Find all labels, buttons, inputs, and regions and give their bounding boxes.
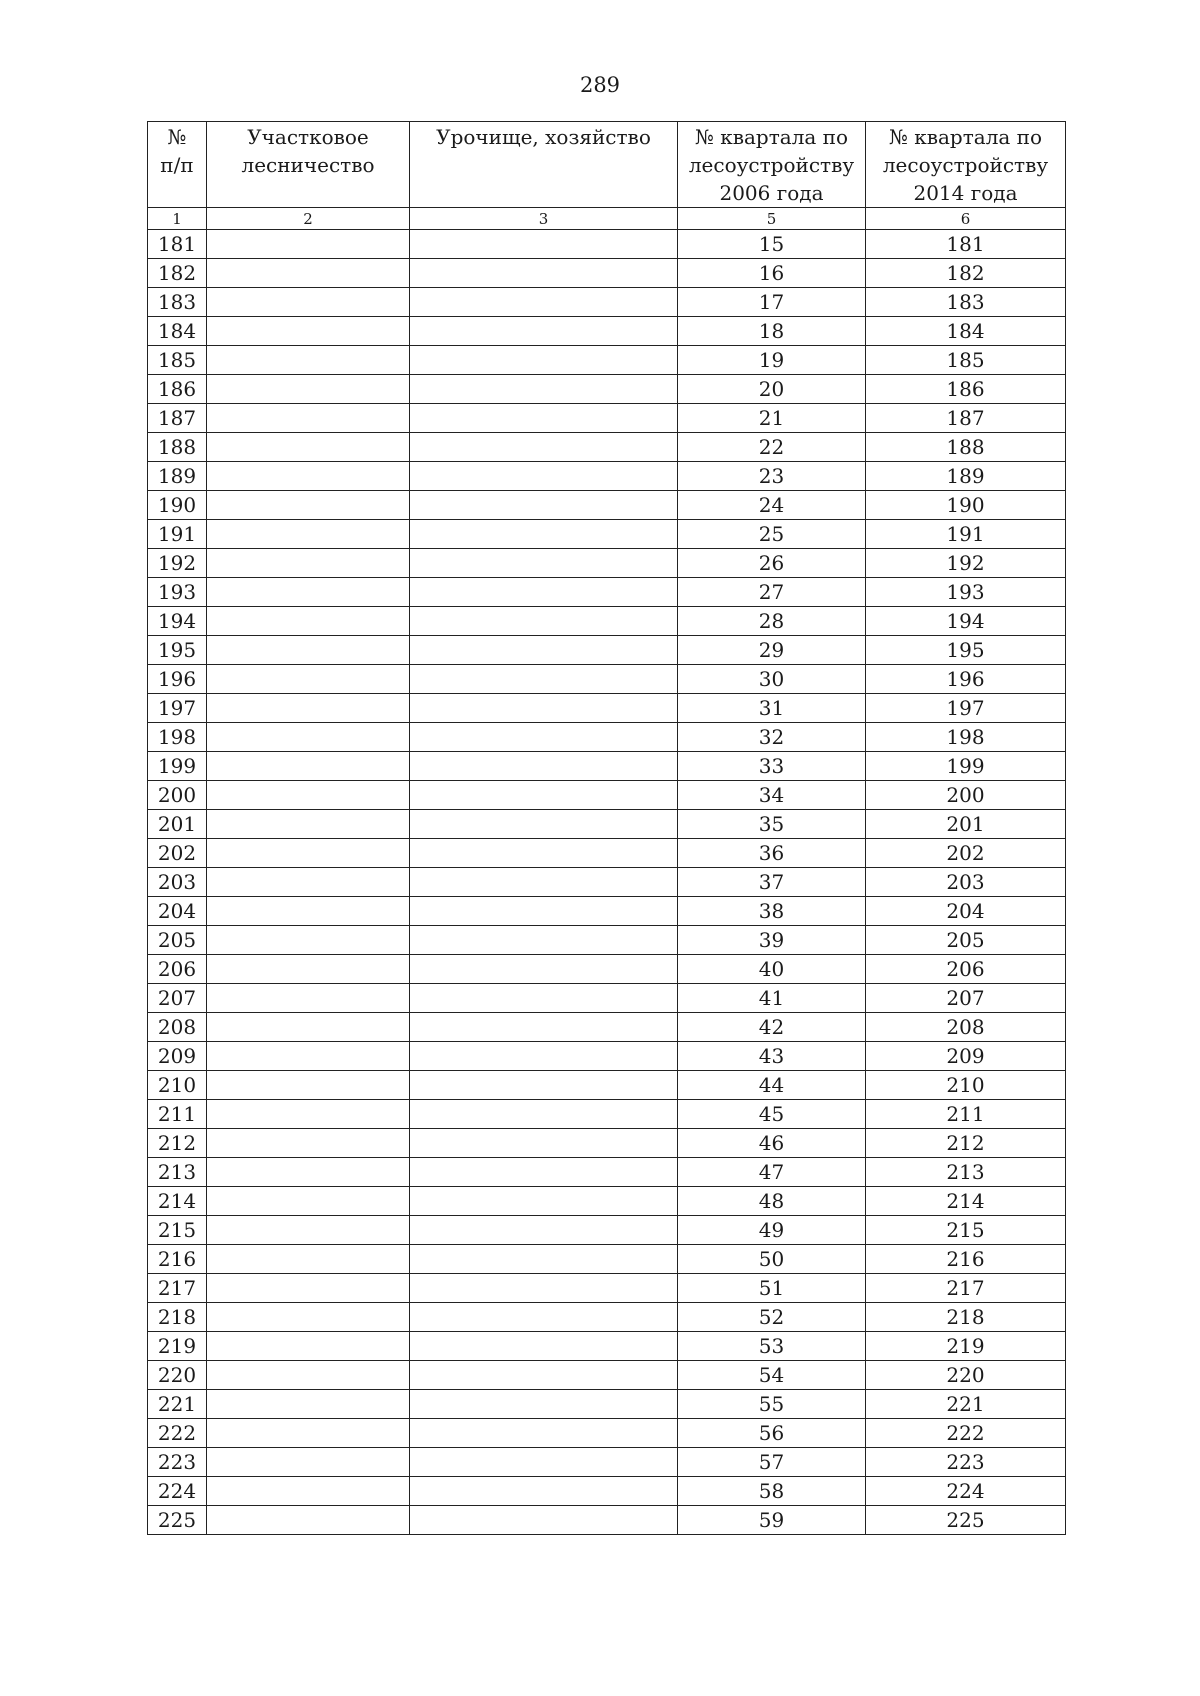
tract-cell bbox=[410, 317, 678, 346]
forestry-cell bbox=[207, 955, 410, 984]
tract-cell bbox=[410, 1361, 678, 1390]
tract-cell bbox=[410, 1071, 678, 1100]
header-line: Участковое bbox=[247, 125, 369, 149]
table-row bbox=[148, 520, 1066, 549]
quarter-2006-cell: 27 bbox=[678, 578, 866, 607]
column-number-cell: 3 bbox=[410, 208, 678, 230]
forestry-cell bbox=[207, 636, 410, 665]
row-number-cell: 222 bbox=[148, 1419, 207, 1448]
row-number-cell: 210 bbox=[148, 1071, 207, 1100]
table-row bbox=[148, 1013, 1066, 1042]
row-number-cell: 193 bbox=[148, 578, 207, 607]
quarter-2014-cell: 208 bbox=[866, 1013, 1066, 1042]
header-line: лесничество bbox=[241, 153, 375, 177]
forestry-cell bbox=[207, 549, 410, 578]
tract-cell bbox=[410, 1158, 678, 1187]
quarter-2014-cell: 203 bbox=[866, 868, 1066, 897]
quarter-2014-cell: 193 bbox=[866, 578, 1066, 607]
row-number-cell: 189 bbox=[148, 462, 207, 491]
row-number-cell: 190 bbox=[148, 491, 207, 520]
tract-cell bbox=[410, 984, 678, 1013]
quarter-2014-cell: 210 bbox=[866, 1071, 1066, 1100]
row-number-cell: 186 bbox=[148, 375, 207, 404]
quarter-2006-cell: 34 bbox=[678, 781, 866, 810]
quarter-2006-cell: 40 bbox=[678, 955, 866, 984]
table-row bbox=[148, 491, 1066, 520]
row-number-cell: 187 bbox=[148, 404, 207, 433]
row-number-cell: 209 bbox=[148, 1042, 207, 1071]
header-cell-forestry bbox=[207, 122, 410, 208]
forestry-cell bbox=[207, 897, 410, 926]
table-header-row bbox=[148, 122, 1066, 208]
row-number-cell: 182 bbox=[148, 259, 207, 288]
row-number-cell: 201 bbox=[148, 810, 207, 839]
tract-cell bbox=[410, 1245, 678, 1274]
quarter-2006-cell: 46 bbox=[678, 1129, 866, 1158]
forestry-cell bbox=[207, 1477, 410, 1506]
quarter-2006-cell: 32 bbox=[678, 723, 866, 752]
table-row bbox=[148, 1129, 1066, 1158]
forestry-cell bbox=[207, 462, 410, 491]
forestry-cell bbox=[207, 375, 410, 404]
table-row bbox=[148, 549, 1066, 578]
forestry-cell bbox=[207, 1071, 410, 1100]
header-cell-number bbox=[148, 122, 207, 208]
tract-cell bbox=[410, 1332, 678, 1361]
quarter-2014-cell: 216 bbox=[866, 1245, 1066, 1274]
row-number-cell: 194 bbox=[148, 607, 207, 636]
table-row bbox=[148, 636, 1066, 665]
table-row bbox=[148, 1274, 1066, 1303]
quarter-2014-cell: 196 bbox=[866, 665, 1066, 694]
table-row bbox=[148, 404, 1066, 433]
quarter-2014-cell: 187 bbox=[866, 404, 1066, 433]
quarter-2014-cell: 200 bbox=[866, 781, 1066, 810]
quarter-2006-cell: 57 bbox=[678, 1448, 866, 1477]
quarter-2014-cell: 213 bbox=[866, 1158, 1066, 1187]
forestry-cell bbox=[207, 288, 410, 317]
quarter-2014-cell: 215 bbox=[866, 1216, 1066, 1245]
quarter-2006-cell: 50 bbox=[678, 1245, 866, 1274]
forestry-cell bbox=[207, 1245, 410, 1274]
row-number-cell: 185 bbox=[148, 346, 207, 375]
column-number-cell: 6 bbox=[866, 208, 1066, 230]
table-row bbox=[148, 1477, 1066, 1506]
quarter-2006-cell: 20 bbox=[678, 375, 866, 404]
row-number-cell: 216 bbox=[148, 1245, 207, 1274]
row-number-cell: 197 bbox=[148, 694, 207, 723]
quarter-2006-cell: 58 bbox=[678, 1477, 866, 1506]
tract-cell bbox=[410, 520, 678, 549]
row-number-cell: 211 bbox=[148, 1100, 207, 1129]
tract-cell bbox=[410, 665, 678, 694]
forestry-cell bbox=[207, 230, 410, 259]
table-row bbox=[148, 1216, 1066, 1245]
quarter-2014-cell: 204 bbox=[866, 897, 1066, 926]
tract-cell bbox=[410, 1187, 678, 1216]
quarter-2006-cell: 43 bbox=[678, 1042, 866, 1071]
row-number-cell: 223 bbox=[148, 1448, 207, 1477]
quarter-2014-cell: 201 bbox=[866, 810, 1066, 839]
quarter-2014-cell: 218 bbox=[866, 1303, 1066, 1332]
quarter-2006-cell: 23 bbox=[678, 462, 866, 491]
tract-cell bbox=[410, 1216, 678, 1245]
row-number-cell: 218 bbox=[148, 1303, 207, 1332]
row-number-cell: 206 bbox=[148, 955, 207, 984]
forestry-cell bbox=[207, 1419, 410, 1448]
table-body bbox=[148, 230, 1066, 1535]
forestry-cell bbox=[207, 1332, 410, 1361]
table-row bbox=[148, 433, 1066, 462]
quarter-2006-cell: 56 bbox=[678, 1419, 866, 1448]
quarter-2014-cell: 221 bbox=[866, 1390, 1066, 1419]
quarter-2014-cell: 184 bbox=[866, 317, 1066, 346]
row-number-cell: 200 bbox=[148, 781, 207, 810]
table-row bbox=[148, 955, 1066, 984]
table-row bbox=[148, 607, 1066, 636]
quarter-2014-cell: 225 bbox=[866, 1506, 1066, 1535]
quarter-2014-cell: 181 bbox=[866, 230, 1066, 259]
forestry-cell bbox=[207, 404, 410, 433]
quarter-2014-cell: 186 bbox=[866, 375, 1066, 404]
quarter-2014-cell: 188 bbox=[866, 433, 1066, 462]
quarter-2006-cell: 36 bbox=[678, 839, 866, 868]
row-number-cell: 181 bbox=[148, 230, 207, 259]
quarter-2014-cell: 205 bbox=[866, 926, 1066, 955]
quarter-2006-cell: 45 bbox=[678, 1100, 866, 1129]
table-row bbox=[148, 288, 1066, 317]
quarter-2014-cell: 212 bbox=[866, 1129, 1066, 1158]
table-row bbox=[148, 752, 1066, 781]
tract-cell bbox=[410, 1390, 678, 1419]
tract-cell bbox=[410, 1419, 678, 1448]
table-row bbox=[148, 578, 1066, 607]
quarter-2006-cell: 41 bbox=[678, 984, 866, 1013]
table-row bbox=[148, 781, 1066, 810]
quarter-2006-cell: 25 bbox=[678, 520, 866, 549]
quarter-2006-cell: 19 bbox=[678, 346, 866, 375]
row-number-cell: 219 bbox=[148, 1332, 207, 1361]
row-number-cell: 203 bbox=[148, 868, 207, 897]
quarter-2014-cell: 207 bbox=[866, 984, 1066, 1013]
tract-cell bbox=[410, 839, 678, 868]
tract-cell bbox=[410, 868, 678, 897]
forestry-cell bbox=[207, 1129, 410, 1158]
quarter-2006-cell: 26 bbox=[678, 549, 866, 578]
table-row bbox=[148, 1419, 1066, 1448]
quarter-2006-cell: 21 bbox=[678, 404, 866, 433]
forestry-cell bbox=[207, 752, 410, 781]
row-number-cell: 198 bbox=[148, 723, 207, 752]
forestry-cell bbox=[207, 317, 410, 346]
forestry-cell bbox=[207, 1390, 410, 1419]
quarter-2014-cell: 214 bbox=[866, 1187, 1066, 1216]
tract-cell bbox=[410, 810, 678, 839]
table-row bbox=[148, 346, 1066, 375]
row-number-cell: 212 bbox=[148, 1129, 207, 1158]
quarter-2006-cell: 47 bbox=[678, 1158, 866, 1187]
forestry-cell bbox=[207, 926, 410, 955]
forestry-cell bbox=[207, 723, 410, 752]
table-row bbox=[148, 1042, 1066, 1071]
tract-cell bbox=[410, 491, 678, 520]
row-number-cell: 204 bbox=[148, 897, 207, 926]
quarter-2006-cell: 44 bbox=[678, 1071, 866, 1100]
forestry-cell bbox=[207, 491, 410, 520]
tract-cell bbox=[410, 752, 678, 781]
forestry-cell bbox=[207, 520, 410, 549]
quarter-2006-cell: 17 bbox=[678, 288, 866, 317]
quarter-2006-cell: 55 bbox=[678, 1390, 866, 1419]
row-number-cell: 207 bbox=[148, 984, 207, 1013]
header-line: лесоустройству bbox=[688, 153, 855, 177]
quarter-2006-cell: 37 bbox=[678, 868, 866, 897]
forestry-cell bbox=[207, 1013, 410, 1042]
table-row bbox=[148, 462, 1066, 491]
row-number-cell: 196 bbox=[148, 665, 207, 694]
forestry-cell bbox=[207, 1303, 410, 1332]
row-number-cell: 192 bbox=[148, 549, 207, 578]
quarter-2014-cell: 197 bbox=[866, 694, 1066, 723]
row-number-cell: 191 bbox=[148, 520, 207, 549]
header-line: № bbox=[167, 125, 187, 149]
quarter-2014-cell: 223 bbox=[866, 1448, 1066, 1477]
tract-cell bbox=[410, 636, 678, 665]
tract-cell bbox=[410, 346, 678, 375]
table-row bbox=[148, 1071, 1066, 1100]
quarter-2006-cell: 24 bbox=[678, 491, 866, 520]
forestry-cell bbox=[207, 694, 410, 723]
quarter-2006-cell: 39 bbox=[678, 926, 866, 955]
column-number-cell: 1 bbox=[148, 208, 207, 230]
quarter-2006-cell: 30 bbox=[678, 665, 866, 694]
tract-cell bbox=[410, 1129, 678, 1158]
forestry-cell bbox=[207, 346, 410, 375]
tract-cell bbox=[410, 1274, 678, 1303]
forestry-cell bbox=[207, 781, 410, 810]
tract-cell bbox=[410, 404, 678, 433]
tract-cell bbox=[410, 462, 678, 491]
header-line: № квартала по bbox=[694, 125, 849, 149]
quarter-2014-cell: 217 bbox=[866, 1274, 1066, 1303]
quarter-2014-cell: 190 bbox=[866, 491, 1066, 520]
table-row bbox=[148, 1361, 1066, 1390]
forestry-cell bbox=[207, 259, 410, 288]
table-row bbox=[148, 984, 1066, 1013]
header-line: Урочище, хозяйство bbox=[436, 125, 651, 149]
column-number-cell: 5 bbox=[678, 208, 866, 230]
tract-cell bbox=[410, 1042, 678, 1071]
table-row bbox=[148, 317, 1066, 346]
quarter-2006-cell: 18 bbox=[678, 317, 866, 346]
table-row bbox=[148, 1187, 1066, 1216]
tract-cell bbox=[410, 288, 678, 317]
tract-cell bbox=[410, 1448, 678, 1477]
quarter-2006-cell: 53 bbox=[678, 1332, 866, 1361]
quarter-2006-cell: 16 bbox=[678, 259, 866, 288]
quarter-2014-cell: 220 bbox=[866, 1361, 1066, 1390]
forestry-cell bbox=[207, 1042, 410, 1071]
header-line: лесоустройству bbox=[882, 153, 1049, 177]
row-number-cell: 195 bbox=[148, 636, 207, 665]
table-row bbox=[148, 1332, 1066, 1361]
forestry-cell bbox=[207, 810, 410, 839]
quarter-correspondence-table bbox=[147, 121, 1066, 1535]
quarter-2006-cell: 51 bbox=[678, 1274, 866, 1303]
header-line: п/п bbox=[160, 153, 194, 177]
tract-cell bbox=[410, 955, 678, 984]
forestry-cell bbox=[207, 839, 410, 868]
row-number-cell: 205 bbox=[148, 926, 207, 955]
tract-cell bbox=[410, 375, 678, 404]
table-row bbox=[148, 1100, 1066, 1129]
table-row bbox=[148, 1158, 1066, 1187]
row-number-cell: 215 bbox=[148, 1216, 207, 1245]
tract-cell bbox=[410, 723, 678, 752]
row-number-cell: 208 bbox=[148, 1013, 207, 1042]
row-number-cell: 214 bbox=[148, 1187, 207, 1216]
quarter-2006-cell: 54 bbox=[678, 1361, 866, 1390]
row-number-cell: 202 bbox=[148, 839, 207, 868]
forestry-cell bbox=[207, 578, 410, 607]
quarter-2006-cell: 48 bbox=[678, 1187, 866, 1216]
table-row bbox=[148, 259, 1066, 288]
quarter-2014-cell: 182 bbox=[866, 259, 1066, 288]
quarter-2014-cell: 209 bbox=[866, 1042, 1066, 1071]
quarter-2006-cell: 49 bbox=[678, 1216, 866, 1245]
quarter-2014-cell: 185 bbox=[866, 346, 1066, 375]
row-number-cell: 224 bbox=[148, 1477, 207, 1506]
table-row bbox=[148, 1303, 1066, 1332]
row-number-cell: 188 bbox=[148, 433, 207, 462]
tract-cell bbox=[410, 897, 678, 926]
table-row bbox=[148, 839, 1066, 868]
table-row bbox=[148, 723, 1066, 752]
quarter-2014-cell: 183 bbox=[866, 288, 1066, 317]
quarter-2014-cell: 206 bbox=[866, 955, 1066, 984]
header-line: № квартала по bbox=[888, 125, 1043, 149]
row-number-cell: 183 bbox=[148, 288, 207, 317]
quarter-2006-cell: 38 bbox=[678, 897, 866, 926]
quarter-2014-cell: 211 bbox=[866, 1100, 1066, 1129]
forestry-cell bbox=[207, 433, 410, 462]
forestry-cell bbox=[207, 868, 410, 897]
table-row bbox=[148, 694, 1066, 723]
quarter-2006-cell: 33 bbox=[678, 752, 866, 781]
quarter-2006-cell: 15 bbox=[678, 230, 866, 259]
quarter-2014-cell: 219 bbox=[866, 1332, 1066, 1361]
quarter-2014-cell: 192 bbox=[866, 549, 1066, 578]
forestry-cell bbox=[207, 607, 410, 636]
table-row bbox=[148, 665, 1066, 694]
quarter-2014-cell: 191 bbox=[866, 520, 1066, 549]
forestry-cell bbox=[207, 984, 410, 1013]
row-number-cell: 184 bbox=[148, 317, 207, 346]
tract-cell bbox=[410, 230, 678, 259]
tract-cell bbox=[410, 1303, 678, 1332]
table-row bbox=[148, 1245, 1066, 1274]
forestry-cell bbox=[207, 1187, 410, 1216]
quarter-2014-cell: 189 bbox=[866, 462, 1066, 491]
tract-cell bbox=[410, 781, 678, 810]
table-row bbox=[148, 230, 1066, 259]
tract-cell bbox=[410, 1013, 678, 1042]
quarter-2006-cell: 31 bbox=[678, 694, 866, 723]
forestry-cell bbox=[207, 1158, 410, 1187]
table-row bbox=[148, 868, 1066, 897]
table-row bbox=[148, 375, 1066, 404]
tract-cell bbox=[410, 607, 678, 636]
forestry-cell bbox=[207, 1361, 410, 1390]
quarter-2014-cell: 224 bbox=[866, 1477, 1066, 1506]
header-cell-quarter-2014 bbox=[866, 122, 1066, 208]
header-cell-quarter-2006 bbox=[678, 122, 866, 208]
row-number-cell: 213 bbox=[148, 1158, 207, 1187]
tract-cell bbox=[410, 926, 678, 955]
tract-cell bbox=[410, 1506, 678, 1535]
tract-cell bbox=[410, 1477, 678, 1506]
forestry-cell bbox=[207, 1216, 410, 1245]
row-number-cell: 225 bbox=[148, 1506, 207, 1535]
quarter-2014-cell: 195 bbox=[866, 636, 1066, 665]
quarter-2006-cell: 28 bbox=[678, 607, 866, 636]
row-number-cell: 220 bbox=[148, 1361, 207, 1390]
quarter-2014-cell: 202 bbox=[866, 839, 1066, 868]
forestry-cell bbox=[207, 1100, 410, 1129]
table-row bbox=[148, 926, 1066, 955]
quarter-2006-cell: 52 bbox=[678, 1303, 866, 1332]
row-number-cell: 221 bbox=[148, 1390, 207, 1419]
forestry-cell bbox=[207, 1274, 410, 1303]
forestry-cell bbox=[207, 1448, 410, 1477]
quarter-2006-cell: 59 bbox=[678, 1506, 866, 1535]
quarter-2006-cell: 42 bbox=[678, 1013, 866, 1042]
tract-cell bbox=[410, 694, 678, 723]
column-number-row bbox=[148, 208, 1066, 230]
tract-cell bbox=[410, 578, 678, 607]
quarter-2006-cell: 22 bbox=[678, 433, 866, 462]
table-row bbox=[148, 1448, 1066, 1477]
table-row bbox=[148, 1390, 1066, 1419]
tract-cell bbox=[410, 433, 678, 462]
row-number-cell: 199 bbox=[148, 752, 207, 781]
table-row bbox=[148, 1506, 1066, 1535]
header-cell-tract bbox=[410, 122, 678, 208]
quarter-2014-cell: 194 bbox=[866, 607, 1066, 636]
quarter-2006-cell: 29 bbox=[678, 636, 866, 665]
quarter-2014-cell: 199 bbox=[866, 752, 1066, 781]
header-line: 2006 года bbox=[719, 181, 824, 205]
forestry-cell bbox=[207, 1506, 410, 1535]
tract-cell bbox=[410, 1100, 678, 1129]
tract-cell bbox=[410, 259, 678, 288]
row-number-cell: 217 bbox=[148, 1274, 207, 1303]
forestry-cell bbox=[207, 665, 410, 694]
quarter-2014-cell: 222 bbox=[866, 1419, 1066, 1448]
column-number-cell: 2 bbox=[207, 208, 410, 230]
table-row bbox=[148, 897, 1066, 926]
header-line: 2014 года bbox=[913, 181, 1018, 205]
quarter-2014-cell: 198 bbox=[866, 723, 1066, 752]
table-row bbox=[148, 810, 1066, 839]
quarter-2006-cell: 35 bbox=[678, 810, 866, 839]
tract-cell bbox=[410, 549, 678, 578]
page-number: 289 bbox=[579, 73, 621, 97]
